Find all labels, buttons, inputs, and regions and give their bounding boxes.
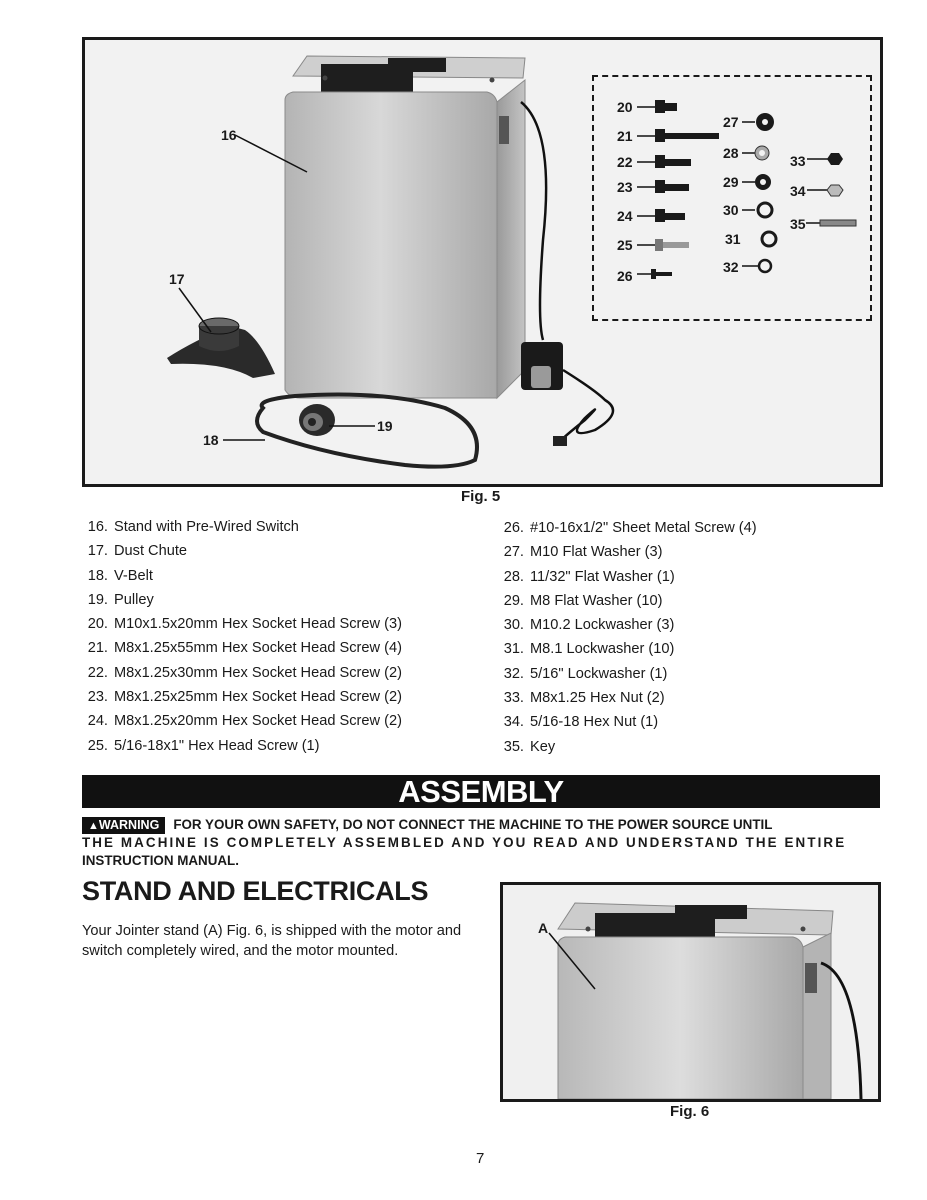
section-body: Your Jointer stand (A) Fig. 6, is shipped with the motor and switch completely wired, and the motor mounted. [82, 923, 462, 959]
hardware-parts-box [592, 75, 872, 321]
part-number: 16. [87, 519, 108, 535]
part-number: 31. [503, 641, 524, 658]
part-number: 30. [503, 617, 524, 634]
parts-list-item [492, 637, 757, 661]
callout-29: 29 [723, 174, 739, 190]
part-description: 5/16" Lockwasher (1) [530, 665, 668, 682]
part-number: 26. [503, 520, 524, 536]
callout-32: 32 [723, 259, 739, 275]
figure-5 [82, 37, 883, 487]
callout-a: A [538, 920, 549, 936]
callout-17: 17 [169, 271, 185, 287]
parts-list-item [76, 564, 402, 588]
parts-list-item [492, 516, 757, 540]
part-number: 22. [87, 664, 108, 681]
part-number: 34. [503, 714, 524, 731]
figure-5-caption: Fig. 5 [461, 488, 501, 505]
callout-24: 24 [617, 208, 633, 224]
callout-34: 34 [790, 183, 806, 199]
part-number: 19. [87, 591, 108, 608]
callout-18: 18 [203, 432, 219, 448]
callout-25: 25 [617, 237, 633, 253]
part-number: 28. [503, 568, 524, 585]
part-number: 20. [87, 616, 108, 633]
callout-23: 23 [617, 179, 633, 195]
power-switch [521, 342, 613, 446]
part-description: M10 Flat Washer (3) [530, 544, 663, 561]
parts-list-item [492, 540, 757, 564]
figure-6-caption: Fig. 6 [670, 1103, 710, 1120]
warning-line-2: THE MACHINE IS COMPLETELY ASSEMBLED AND YOU READ AND UNDERSTAND THE ENTIRE [82, 835, 847, 850]
stand-box [558, 903, 833, 1099]
parts-list-item [76, 612, 402, 636]
warning-line-1: FOR YOUR OWN SAFETY, DO NOT CONNECT THE MACHINE TO THE POWER SOURCE UNTIL [173, 817, 773, 832]
part-description: M10.2 Lockwasher (3) [530, 617, 675, 634]
figure-6-illustration [503, 885, 878, 1099]
part-number: 33. [503, 690, 524, 707]
figure-6 [500, 882, 881, 1102]
part-description: M8x1.25x25mm Hex Socket Head Screw (2) [114, 689, 402, 706]
callout-26: 26 [617, 268, 633, 284]
part-description: M8x1.25x30mm Hex Socket Head Screw (2) [114, 664, 402, 681]
part-description: M8.1 Lockwasher (10) [530, 641, 675, 658]
parts-list-item [492, 565, 757, 589]
pulley [299, 404, 335, 436]
part-number: 32. [503, 665, 524, 682]
part-description: Stand with Pre-Wired Switch [114, 519, 299, 535]
callout-21: 21 [617, 128, 633, 144]
callout-27: 27 [723, 114, 739, 130]
parts-list-item [492, 589, 757, 613]
part-description: 11/32" Flat Washer (1) [530, 568, 675, 585]
parts-list-item [76, 539, 402, 563]
part-number: 17. [87, 543, 108, 560]
callout-33: 33 [790, 153, 806, 169]
part-number: 35. [503, 738, 524, 755]
safety-warning [82, 816, 880, 870]
parts-list-right [492, 516, 757, 759]
callout-22: 22 [617, 154, 633, 170]
warning-badge: ▲WARNING [82, 817, 165, 834]
part-number: 21. [87, 640, 108, 657]
part-number: 25. [87, 737, 108, 754]
part-description: M8x1.25 Hex Nut (2) [530, 690, 665, 707]
part-description: 5/16-18x1" Hex Head Screw (1) [114, 737, 320, 754]
part-number: 18. [87, 567, 108, 584]
callout-20: 20 [617, 99, 633, 115]
parts-list-item [76, 515, 402, 539]
parts-list-left [76, 515, 402, 758]
part-description: M10x1.5x20mm Hex Socket Head Screw (3) [114, 616, 402, 633]
dust-chute [167, 318, 275, 378]
parts-list-item [76, 661, 402, 685]
warning-line-3: INSTRUCTION MANUAL. [82, 853, 239, 868]
parts-list-item [492, 710, 757, 734]
part-description: M8x1.25x20mm Hex Socket Head Screw (2) [114, 713, 402, 730]
parts-list-item [76, 588, 402, 612]
callout-28: 28 [723, 145, 739, 161]
parts-list-item [492, 686, 757, 710]
part-description: V-Belt [114, 567, 153, 584]
page-number: 7 [476, 1150, 485, 1167]
part-description: Dust Chute [114, 543, 188, 560]
parts-list-item [492, 662, 757, 686]
part-description: #10-16x1/2" Sheet Metal Screw (4) [530, 520, 757, 536]
part-description: 5/16-18 Hex Nut (1) [530, 714, 659, 731]
parts-list-item [492, 735, 757, 759]
parts-list-item [76, 685, 402, 709]
callout-19: 19 [377, 418, 393, 434]
callout-35: 35 [790, 216, 806, 232]
warning-triangle-icon: ▲ [88, 820, 99, 832]
parts-list-item [76, 734, 402, 758]
section-title: STAND AND ELECTRICALS [82, 876, 429, 906]
part-number: 29. [503, 592, 524, 609]
part-number: 27. [503, 544, 524, 561]
part-description: Key [530, 738, 556, 755]
part-description: Pulley [114, 591, 154, 608]
assembly-banner: ASSEMBLY [82, 775, 880, 808]
stand-box [285, 56, 525, 398]
part-number: 24. [87, 713, 108, 730]
callout-31: 31 [725, 231, 741, 247]
callout-30: 30 [723, 202, 739, 218]
parts-list-item [76, 636, 402, 660]
part-description: M8x1.25x55mm Hex Socket Head Screw (4) [114, 640, 402, 657]
callout-16: 16 [221, 127, 237, 143]
parts-list-item [492, 613, 757, 637]
part-number: 23. [87, 689, 108, 706]
v-belt [257, 395, 477, 467]
parts-list-item [76, 709, 402, 733]
part-description: M8 Flat Washer (10) [530, 592, 663, 609]
